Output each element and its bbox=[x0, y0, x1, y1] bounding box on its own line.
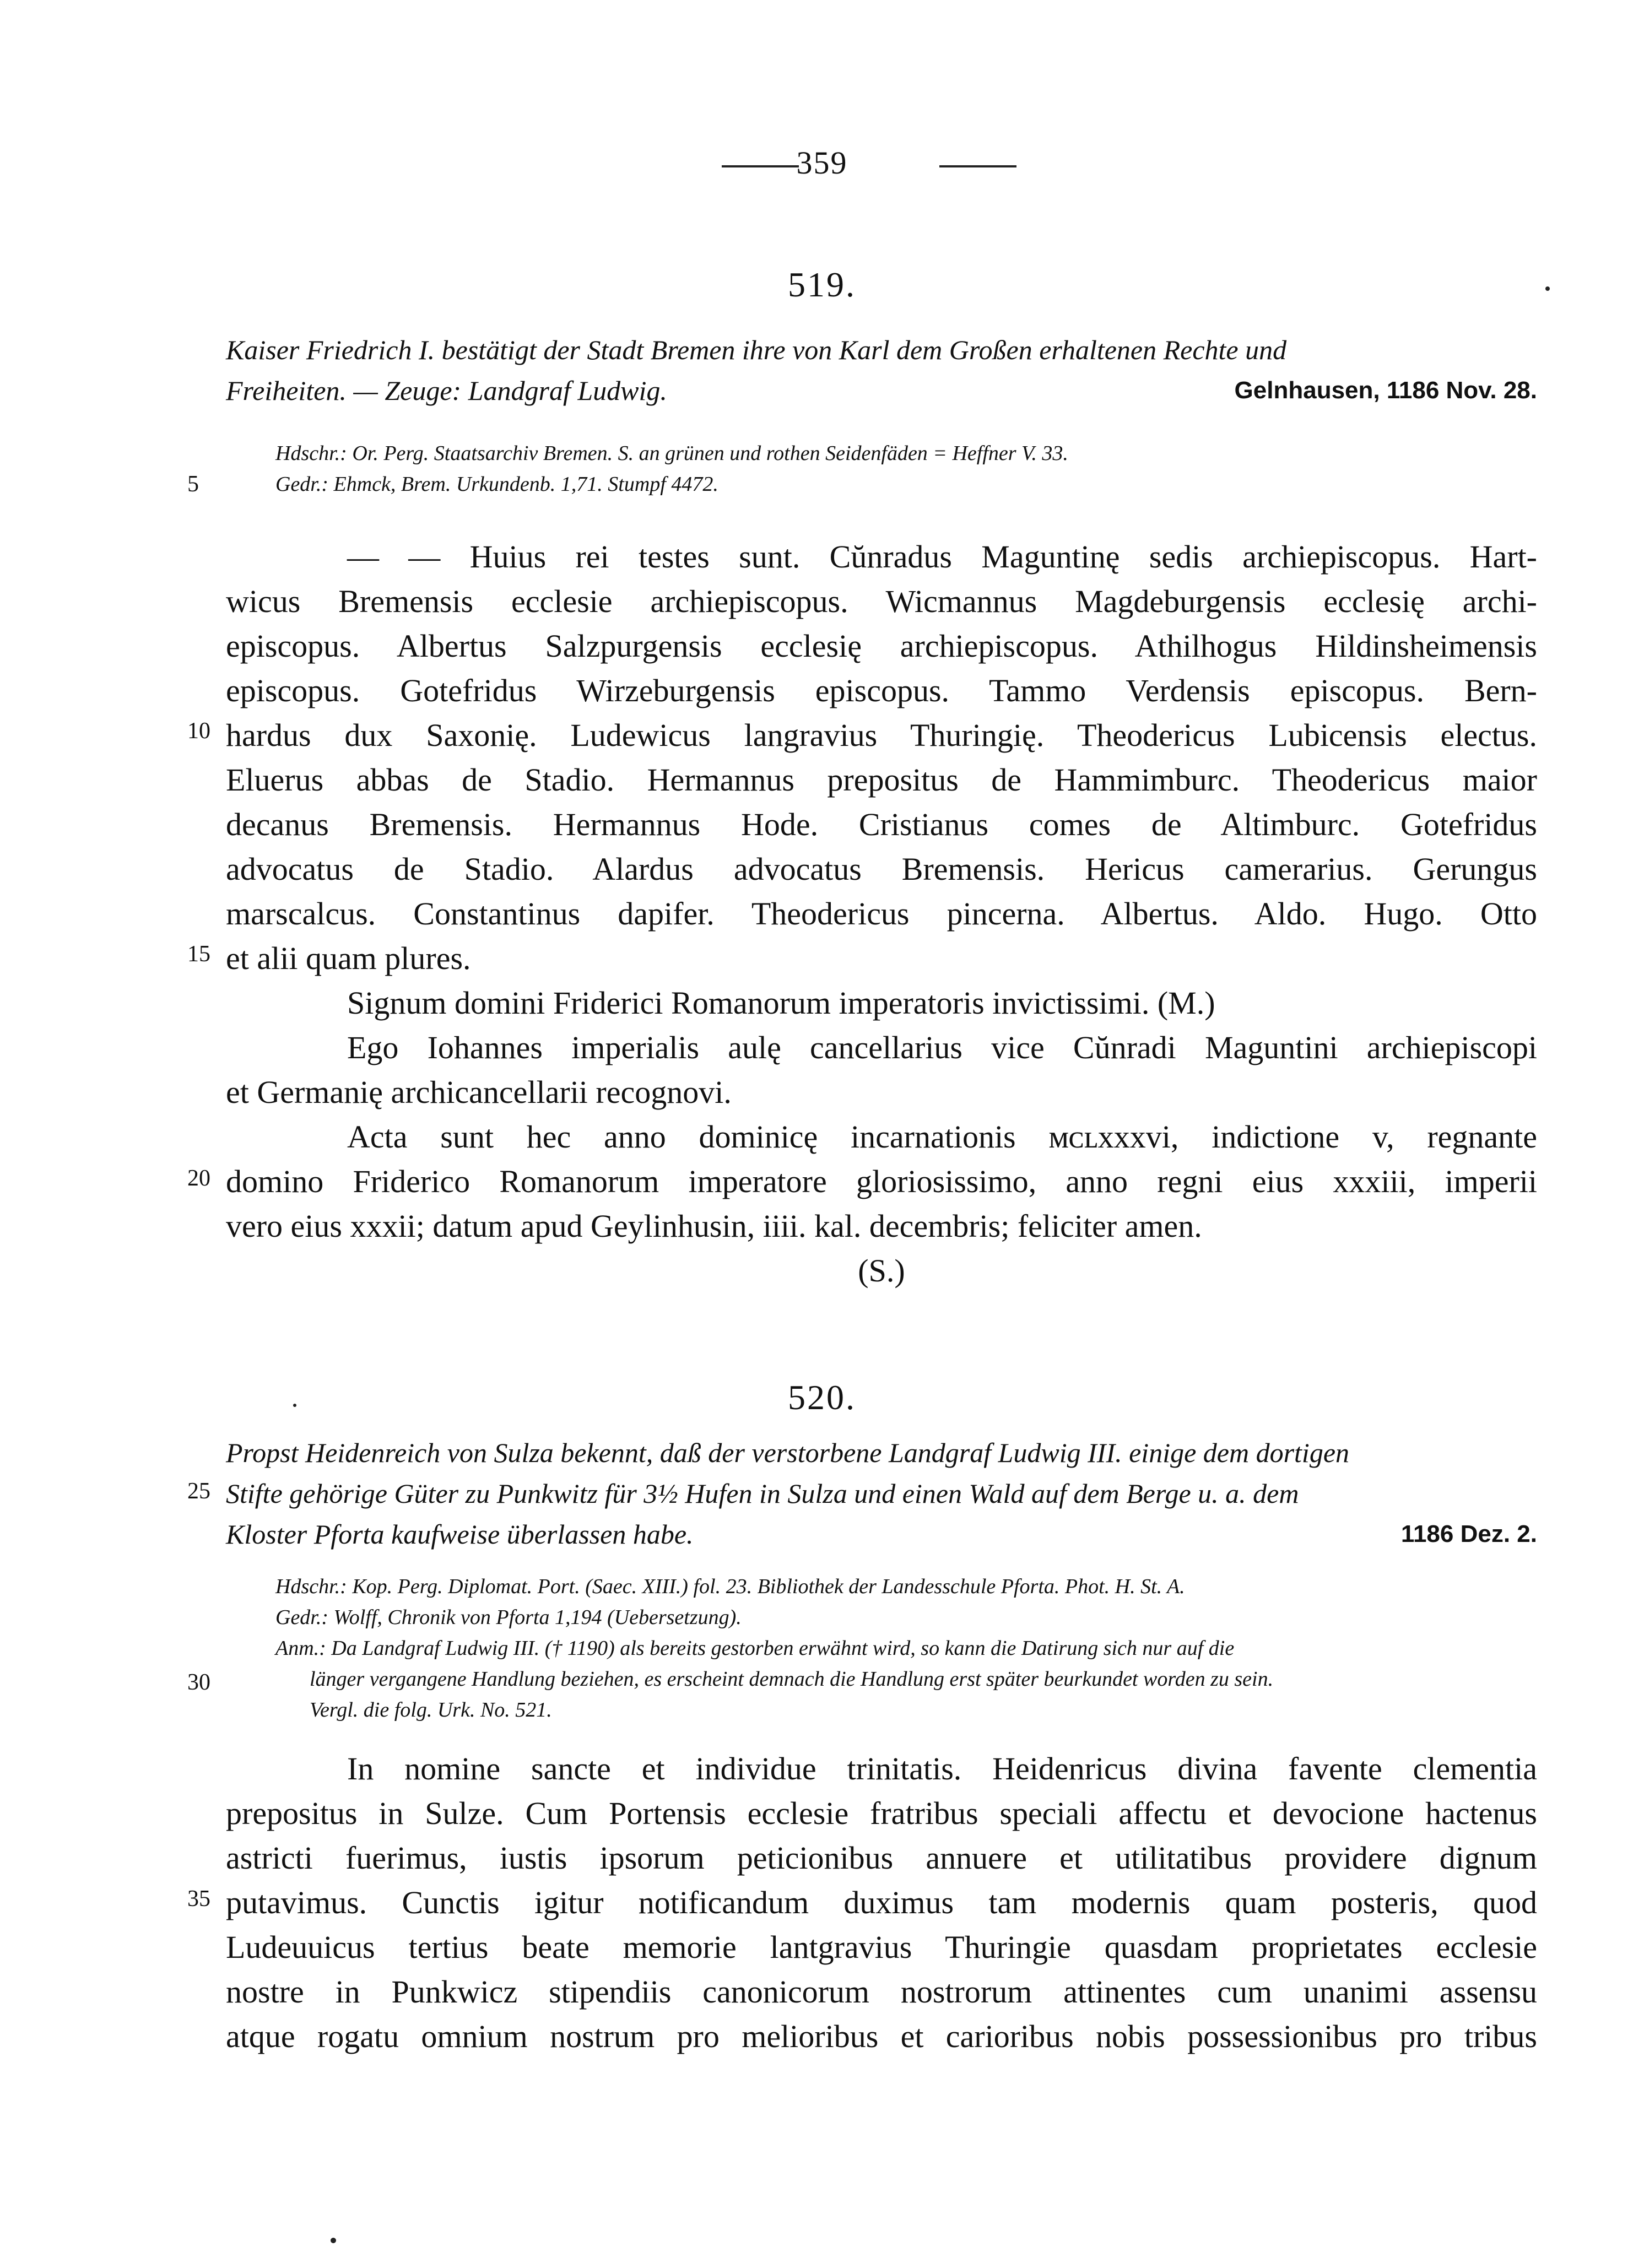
regest-line: Kaiser Friedrich I. bestätigt der Stadt Bremen ihre von Karl dem Großen erhaltenen Rechte und bbox=[226, 334, 1287, 365]
body-line: Signum domini Friderici Romanorum imperatoris invictissimi. (M.) bbox=[347, 985, 1215, 1021]
body-line: Ego Iohannes imperialis aulę cancellarius vice Cŭnradi Maguntini archiepiscopi bbox=[347, 1030, 1537, 1065]
line-number: 5 bbox=[187, 472, 199, 497]
scan-speck bbox=[293, 1404, 296, 1407]
body-line: Acta sunt hec anno dominicę incarnationis ᴍᴄʟxxxvi, indictione v, regnante bbox=[347, 1119, 1537, 1155]
document-number-520: 520. bbox=[788, 1378, 856, 1417]
line-number: 30 bbox=[187, 1670, 210, 1695]
seal-mark: (S.) bbox=[858, 1253, 905, 1289]
body-line: Eluerus abbas de Stadio. Hermannus prepositus de Hammimburc. Theodericus maior bbox=[226, 762, 1537, 798]
header-rule-right bbox=[939, 165, 1016, 167]
body-line: — — Huius rei testes sunt. Cŭnradus Maguntinę sedis archiepiscopus. Hart- bbox=[347, 539, 1537, 575]
body-line: episcopus. Gotefridus Wirzeburgensis episcopus. Tammo Verdensis episcopus. Bern- bbox=[226, 673, 1537, 708]
body-line: In nomine sancte et individue trinitatis. Heidenricus divina favente clementia bbox=[347, 1751, 1537, 1787]
regest-line bbox=[226, 370, 1537, 411]
note-line: Hdschr.: Kop. Perg. Diplomat. Port. (Saec. XIII.) fol. 23. Bibliothek der Landesschule Pforta. Phot. H. St. A. bbox=[275, 1575, 1185, 1598]
body-line: prepositus in Sulze. Cum Portensis ecclesie fratribus speciali affectu et devocione hactenus bbox=[226, 1795, 1537, 1831]
page-number: 359 bbox=[796, 145, 848, 181]
body-line: et alii quam plures. bbox=[226, 940, 471, 976]
line-number: 10 bbox=[187, 718, 210, 744]
body-line: advocatus de Stadio. Alardus advocatus Bremensis. Hericus camerarius. Gerungus bbox=[226, 851, 1537, 887]
dateline: Gelnhausen, 1186 Nov. 28. bbox=[1234, 377, 1537, 404]
body-line: astricti fuerimus, iustis ipsorum peticionibus annuere et utilitatibus providere dignum bbox=[226, 1840, 1537, 1876]
body-line: wicus Bremensis ecclesie archiepiscopus. Wicmannus Magdeburgensis ecclesię archi- bbox=[226, 583, 1537, 619]
regest-line bbox=[226, 1514, 1537, 1555]
body-line: Ludeuuicus tertius beate memorie lantgravius Thuringie quasdam proprietates ecclesie bbox=[226, 1929, 1537, 1965]
scan-speck bbox=[331, 2238, 336, 2243]
body-line: et Germanię archicancellarii recognovi. bbox=[226, 1074, 732, 1110]
body-line: hardus dux Saxonię. Ludewicus langravius Thuringię. Theodericus Lubicensis electus. bbox=[226, 717, 1537, 753]
note-line: Vergl. die folg. Urk. No. 521. bbox=[310, 1698, 552, 1722]
regest-line-text: Kloster Pforta kaufweise überlassen habe. bbox=[226, 1519, 694, 1550]
regest-520 bbox=[226, 1432, 1537, 1555]
note-line: Gedr.: Ehmck, Brem. Urkundenb. 1,71. Stumpf 4472. bbox=[275, 473, 718, 496]
body-519 bbox=[226, 534, 1537, 1293]
body-line: marscalcus. Constantinus dapifer. Theodericus pincerna. Albertus. Aldo. Hugo. Otto bbox=[226, 896, 1537, 932]
body-line: nostre in Punkwicz stipendiis canonicorum nostrorum attinentes cum unanimi assensu bbox=[226, 1974, 1537, 2010]
line-number: 25 bbox=[187, 1479, 210, 1504]
regest-line: Propst Heidenreich von Sulza bekennt, daß der verstorbene Landgraf Ludwig III. einige dem dortigen bbox=[226, 1437, 1350, 1468]
apparatus-520 bbox=[275, 1571, 1537, 1725]
line-number: 35 bbox=[187, 1886, 210, 1912]
apparatus-519 bbox=[275, 438, 1537, 500]
note-line: Gedr.: Wolff, Chronik von Pforta 1,194 (Uebersetzung). bbox=[275, 1606, 742, 1629]
body-line: atque rogatu omnium nostrum pro melioribus et carioribus nobis possessionibus pro tribus bbox=[226, 2018, 1537, 2054]
regest-line: Stifte gehörige Güter zu Punkwitz für 3½ Hufen in Sulza und einen Wald auf dem Berge u. a. dem bbox=[226, 1478, 1299, 1509]
scan-speck bbox=[1545, 286, 1550, 291]
body-line: episcopus. Albertus Salzpurgensis ecclesię archiepiscopus. Athilhogus Hildinsheimensis bbox=[226, 628, 1537, 664]
body-line: putavimus. Cunctis igitur notificandum duximus tam modernis quam posteris, quod bbox=[226, 1885, 1537, 1920]
note-line: länger vergangene Handlung beziehen, es erscheint demnach die Handlung erst später beurkundet worden zu sein. bbox=[310, 1668, 1274, 1691]
dateline: 1186 Dez. 2. bbox=[1400, 1520, 1537, 1547]
body-line: vero eius xxxii; datum apud Geylinhusin, iiii. kal. decembris; feliciter amen. bbox=[226, 1208, 1202, 1244]
document-number-519: 519. bbox=[788, 265, 856, 304]
line-number: 20 bbox=[187, 1166, 210, 1191]
regest-519 bbox=[226, 329, 1537, 411]
body-line: decanus Bremensis. Hermannus Hode. Cristianus comes de Altimburc. Gotefridus bbox=[226, 806, 1537, 842]
body-line: domino Friderico Romanorum imperatore gloriosissimo, anno regni eius xxxiii, imperii bbox=[226, 1163, 1537, 1199]
body-520 bbox=[226, 1746, 1537, 2059]
regest-line-text: Freiheiten. — Zeuge: Landgraf Ludwig. bbox=[226, 375, 667, 406]
line-number: 15 bbox=[187, 941, 210, 967]
note-line: Hdschr.: Or. Perg. Staatsarchiv Bremen. S. an grünen und rothen Seidenfäden = Heffner V. 33. bbox=[275, 442, 1068, 465]
note-line: Anm.: Da Landgraf Ludwig III. († 1190) als bereits gestorben erwähnt wird, so kann die Datirung sich nur auf die bbox=[275, 1637, 1235, 1660]
